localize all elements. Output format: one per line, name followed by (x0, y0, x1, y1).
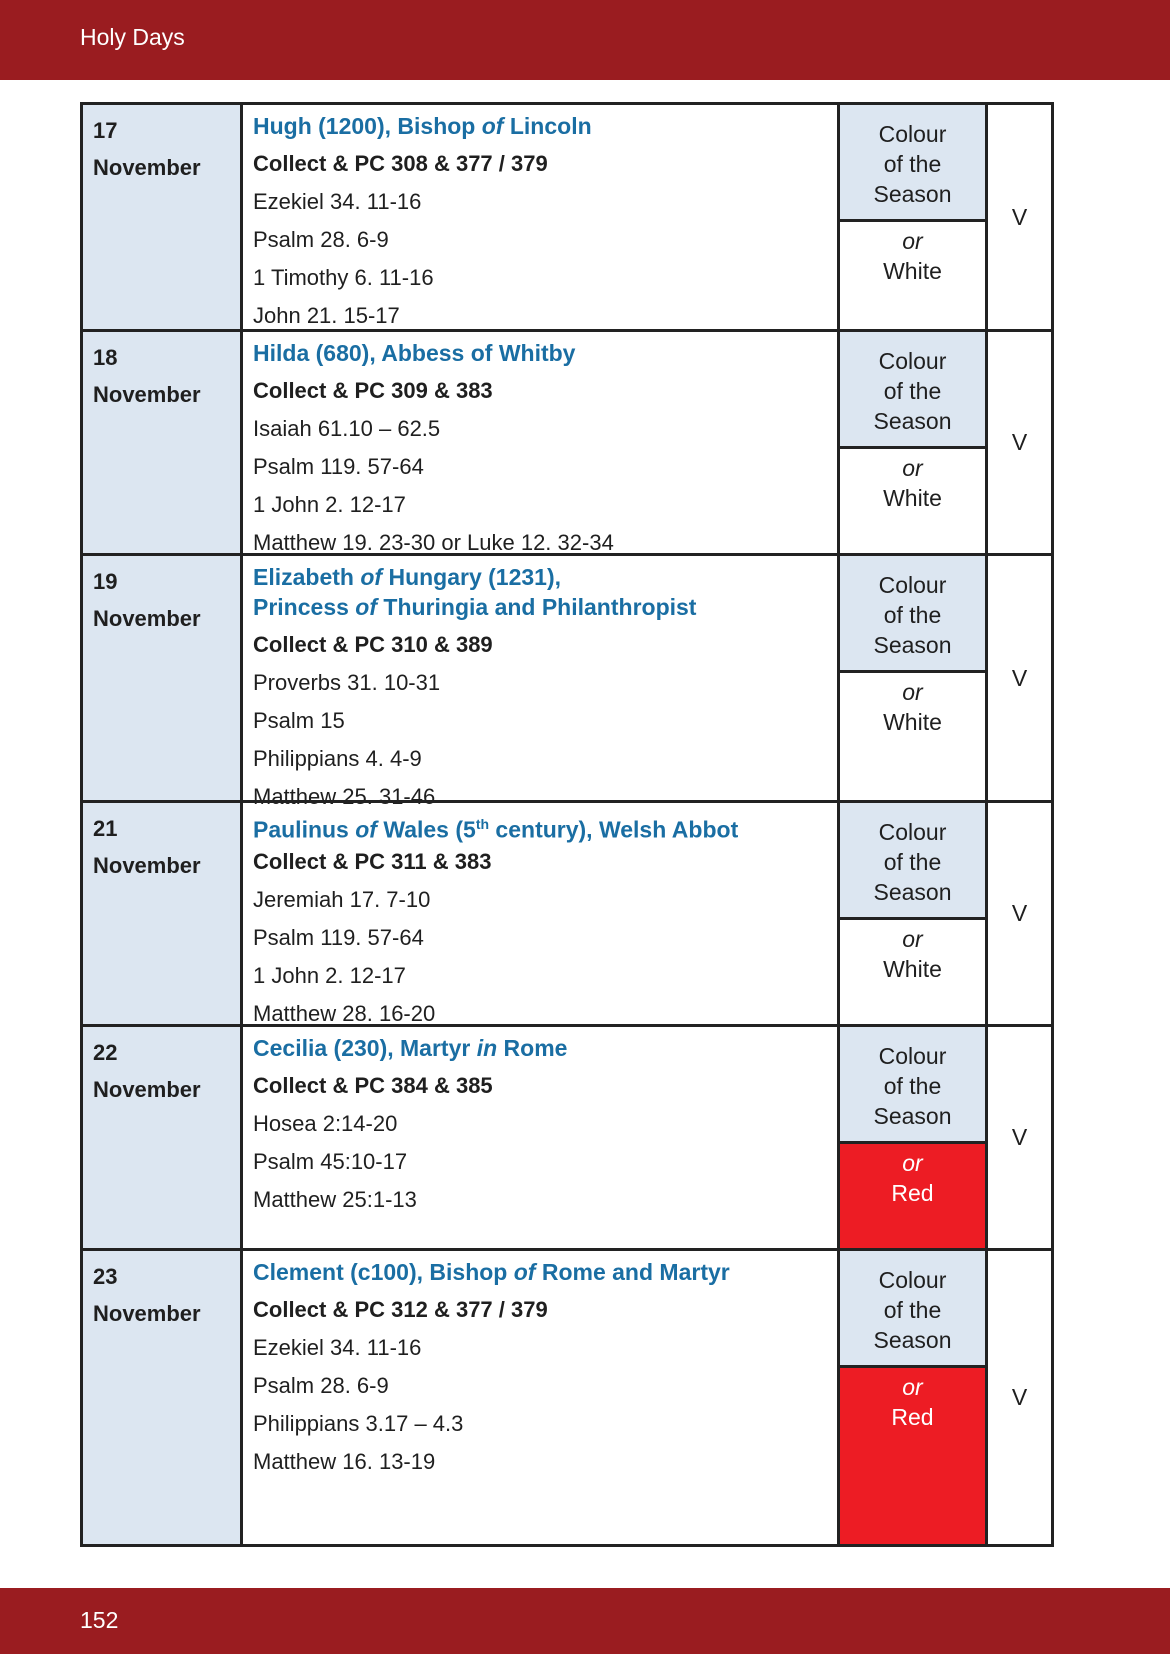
italic-text: of (355, 816, 377, 843)
colour-season-line: Colour (878, 1267, 947, 1293)
italic-text: of (355, 594, 378, 620)
colour-season-line: of the (883, 378, 942, 404)
liturgical-colour (840, 332, 988, 553)
colour-season-line: Colour (878, 121, 947, 147)
superscript: th (475, 816, 490, 832)
text-run: Paulinus (253, 816, 356, 843)
reading (253, 221, 837, 259)
text-run: Proverbs 31. 10-31 (253, 670, 441, 695)
holy-days-table (80, 102, 1054, 1547)
v-marker: V (1011, 429, 1028, 455)
day-number: 21 (93, 816, 118, 841)
text-run: Philippians 3.17 – 4.3 (253, 1411, 464, 1436)
month-name: November (93, 1077, 201, 1102)
text-run: Hilda (680), Abbess of Whitby (253, 340, 576, 366)
observance-title (253, 338, 837, 368)
reading (253, 486, 837, 524)
text-run: Matthew 16. 13-19 (253, 1449, 436, 1474)
colour-season-line: Season (873, 632, 952, 658)
collect-reference: Collect & PC 310 & 389 (253, 632, 493, 657)
or-label: or (902, 455, 923, 481)
date-cell (83, 556, 243, 800)
day-number: 23 (93, 1264, 118, 1289)
text-run: Psalm 119. 57-64 (253, 454, 424, 479)
month-name: November (93, 853, 201, 878)
colour-of-season (840, 1027, 985, 1144)
text-run: Matthew 25. 31-46 (253, 784, 436, 809)
observance-title (253, 592, 837, 622)
colour-season-line: Colour (878, 348, 947, 374)
or-label: or (902, 1374, 923, 1400)
v-marker: V (1011, 664, 1028, 691)
reading (253, 1329, 837, 1367)
observance-title (253, 562, 837, 592)
colour-of-season (840, 1251, 985, 1368)
reading (253, 702, 837, 740)
colour-season-line: Season (873, 408, 952, 434)
page-number: 152 (80, 1607, 119, 1633)
colour-season-line: Colour (878, 819, 947, 845)
liturgical-colour (840, 556, 988, 800)
reading (253, 410, 837, 448)
reading (253, 448, 837, 486)
or-label: or (902, 1150, 923, 1176)
month-name: November (93, 155, 201, 180)
alternative-colour-name: White (883, 485, 942, 511)
colour-of-season (840, 105, 985, 222)
text-run: Wales (5 (376, 816, 476, 843)
colour-season-line: of the (883, 849, 942, 875)
date-cell (83, 803, 243, 1024)
text-run: 1 Timothy 6. 11-16 (253, 265, 434, 290)
reading (253, 259, 837, 297)
text-run: Thuringia and Philanthropist (377, 594, 697, 620)
reading (253, 1143, 837, 1181)
italic-text: or (441, 530, 461, 555)
date-cell (83, 105, 243, 329)
or-label: or (902, 679, 923, 705)
colour-season-line: of the (883, 151, 942, 177)
observance-title (253, 111, 837, 141)
reading (253, 1105, 837, 1143)
text-run: Ezekiel 34. 11-16 (253, 1335, 422, 1360)
alternative-colour-name: White (883, 956, 942, 982)
table-row (83, 1248, 1051, 1544)
colour-of-season (840, 332, 985, 449)
text-run: Psalm 28. 6-9 (253, 227, 389, 252)
collect-reference: Collect & PC 312 & 377 / 379 (253, 1297, 548, 1322)
table-row (83, 105, 1051, 329)
text-run: Lincoln (503, 113, 592, 139)
text-run: Clement (c100), Bishop (253, 1259, 514, 1285)
liturgical-colour (840, 1027, 988, 1248)
day-number: 17 (93, 118, 118, 143)
reading (253, 664, 837, 702)
page-header (0, 0, 1170, 80)
text-run: Matthew 28. 16-20 (253, 1001, 436, 1026)
reading (253, 183, 837, 221)
page-footer (0, 1588, 1170, 1654)
alternative-colour (840, 920, 985, 1024)
text-run: Hosea 2:14-20 (253, 1111, 398, 1136)
text-run: Matthew 25:1-13 (253, 1187, 417, 1212)
text-run: Luke 12. 32-34 (460, 530, 614, 555)
colour-season-line: Season (873, 879, 952, 905)
reading (253, 919, 837, 957)
v-marker: V (1011, 900, 1028, 926)
collect-reference: Collect & PC 384 & 385 (253, 1073, 493, 1098)
alternative-colour-name: White (883, 709, 942, 735)
reading (253, 1181, 837, 1219)
colour-season-line: of the (883, 1297, 942, 1323)
italic-text: of (513, 1259, 536, 1285)
italic-text: of (481, 113, 504, 139)
colour-season-line: Season (873, 1327, 952, 1353)
or-label: or (902, 228, 923, 254)
observance-title (253, 809, 837, 843)
reading (253, 1405, 837, 1443)
observance-title (253, 1033, 837, 1063)
table-row (83, 553, 1051, 809)
alternative-colour (840, 222, 985, 329)
text-run: Cecilia (230), Martyr (253, 1035, 477, 1061)
colour-season-line: Colour (878, 1043, 947, 1069)
text-run: Psalm 15 (253, 708, 345, 733)
colour-season-line: Season (873, 181, 952, 207)
text-run: Rome and Martyr (535, 1259, 730, 1285)
liturgical-colour (840, 803, 988, 1024)
text-run: 1 John 2. 12-17 (253, 492, 406, 517)
date-cell (83, 1251, 243, 1544)
collect-reference: Collect & PC 311 & 383 (253, 849, 492, 874)
text-run: century), Welsh Abbot (489, 816, 739, 843)
italic-text: of (360, 564, 383, 590)
or-label: or (902, 926, 923, 952)
month-name: November (93, 606, 201, 631)
collect-reference: Collect & PC 308 & 377 / 379 (253, 151, 548, 176)
colour-season-line: Season (873, 1103, 952, 1129)
text-run: Elizabeth (253, 564, 361, 590)
day-number: 19 (93, 569, 118, 594)
day-number: 18 (93, 345, 118, 370)
text-run: 1 John 2. 12-17 (253, 963, 406, 988)
table-row (83, 329, 1051, 553)
observance-title (253, 1257, 837, 1287)
table-row (83, 1024, 1051, 1248)
reading (253, 881, 837, 919)
v-marker: V (1011, 1124, 1028, 1150)
observance-details (243, 1027, 840, 1248)
text-run: Jeremiah 17. 7-10 (253, 887, 431, 912)
alternative-colour (840, 449, 985, 553)
reading (253, 1367, 837, 1405)
month-name: November (93, 1301, 201, 1326)
observance-details (243, 105, 840, 329)
colour-season-line: Colour (878, 572, 947, 598)
alternative-colour-name: Red (891, 1180, 934, 1206)
v-marker: V (1011, 1384, 1028, 1410)
alternative-colour (840, 1368, 985, 1544)
text-run: Psalm 45:10-17 (253, 1149, 408, 1174)
reading (253, 740, 837, 778)
text-run: Ezekiel 34. 11-16 (253, 189, 422, 214)
text-run: Hugh (1200), Bishop (253, 113, 482, 139)
colour-of-season (840, 556, 985, 673)
alternative-colour (840, 673, 985, 800)
colour-of-season (840, 803, 985, 920)
observance-details (243, 1251, 840, 1544)
liturgical-colour (840, 1251, 988, 1544)
text-run: Rome (497, 1035, 568, 1061)
text-run: Matthew 19. 23-30 (253, 530, 442, 555)
running-head: Holy Days (80, 24, 185, 50)
alternative-colour-name: Red (891, 1404, 934, 1430)
text-run: Hungary (1231), (382, 564, 562, 590)
text-run: Psalm 119. 57-64 (253, 925, 424, 950)
text-run: John 21. 15-17 (253, 303, 400, 328)
colour-season-line: of the (883, 602, 942, 628)
reading (253, 1443, 837, 1481)
table-row (83, 800, 1051, 1024)
alternative-colour (840, 1144, 985, 1248)
text-run: Philippians 4. 4-9 (253, 746, 422, 771)
text-run: Isaiah 61.10 – 62.5 (253, 416, 441, 441)
date-cell (83, 1027, 243, 1248)
observance-details (243, 803, 840, 1024)
liturgical-colour (840, 105, 988, 329)
alternative-colour-name: White (883, 258, 942, 284)
collect-reference: Collect & PC 309 & 383 (253, 378, 493, 403)
date-cell (83, 332, 243, 553)
text-run: Psalm 28. 6-9 (253, 1373, 389, 1398)
italic-text: in (476, 1035, 498, 1061)
colour-season-line: of the (883, 1073, 942, 1099)
text-run: Princess (253, 594, 356, 620)
v-marker: V (1011, 203, 1028, 230)
month-name: November (93, 382, 201, 407)
reading (253, 957, 837, 995)
observance-details (243, 556, 840, 809)
observance-details (243, 332, 840, 553)
day-number: 22 (93, 1040, 118, 1065)
